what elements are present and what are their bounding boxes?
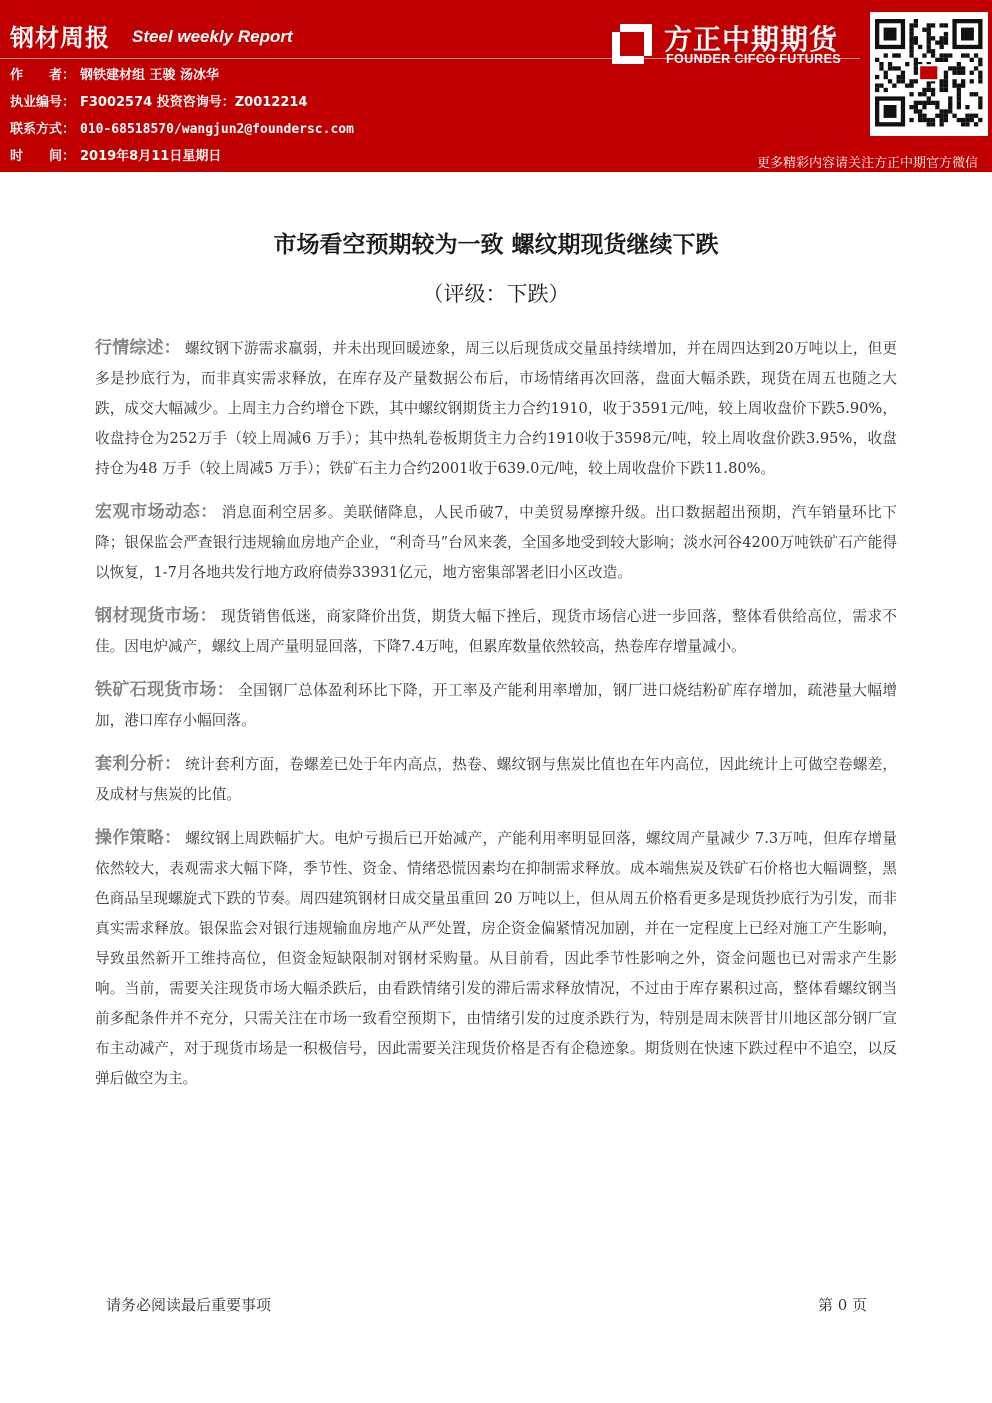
footer-notice: 请务必阅读最后重要事项 xyxy=(106,1296,272,1314)
date-line xyxy=(10,145,221,164)
report-rating: （评级：下跌） xyxy=(422,282,570,306)
report-header xyxy=(0,0,992,172)
section-steel-spot xyxy=(95,601,897,662)
logo-english-name: FOUNDER CIFCO FUTURES xyxy=(666,52,842,66)
section-text: 螺纹钢上周跌幅扩大。电炉亏损后已开始减产，产能利用率明显回落，螺纹周产量减少 7.3万吨，但库存增量依然较大，表观需求大幅下降，季节性、资金、情绪恐慌因素均在抑制需求释放。成本端焦炭及铁矿石价格也大幅调整，黑色商品呈现螺旋式下跌的节奏。周四建筑钢材日成交量虽重回 20 万吨以上，但从周五价格看更多是现货抄底行为引发，而非真实需求释放。银保监会对银行违规输血房地产从严处置，房企资金偏紧情况加剧，并在一定程度上已经对施工产生影响，导致虽然新开工维持高位，但资金短缺限制对钢材采购量。从目前看，因此季节性影响之外，资金问题也已对需求产生影响。当前，需要关注现货市场大幅杀跌后，由看跌情绪引发的滞后需求释放情况，不过由于库存累积过高，整体看螺纹钢当前多配条件并不充分，只需关注在市场一致看空预期下，由情绪引发的过度杀跌行为，特别是周末陕晋甘川地区部分钢厂宣布主动减产，对于现货市场是一积极信号，因此需要关注现货价格是否有企稳迹象。期货则在快速下跌过程中不追空，以反弹后做空为主。 xyxy=(95,830,898,1087)
section-text: 全国钢厂总体盈利环比下降，开工率及产能利用率增加，钢厂进口烧结粉矿库存增加，疏港量大幅增加，港口库存小幅回落。 xyxy=(95,682,897,729)
section-heading: 行情综述： xyxy=(95,338,181,358)
contact-value[interactable]: 010-68518570/wangjun2@foundersc.com xyxy=(80,122,354,137)
section-arbitrage xyxy=(95,749,897,810)
company-logo xyxy=(610,20,865,68)
contact-line xyxy=(10,118,354,137)
date-label: 时 间： xyxy=(10,149,76,164)
report-subtitle: Steel weekly Report xyxy=(132,27,293,46)
section-text: 统计套利方面，卷螺差已处于年内高点，热卷、螺纹钢与焦炭比值也在年内高位，因此统计上可做空卷螺差，及成材与焦炭的比值。 xyxy=(95,756,897,803)
qr-code-icon xyxy=(870,12,988,136)
section-heading: 套利分析： xyxy=(95,754,182,774)
logo-mark-icon xyxy=(610,22,654,66)
author-label: 作 者： xyxy=(10,68,76,83)
report-title: 市场看空预期较为一致 螺纹期现货继续下跌 xyxy=(273,232,719,258)
author-line xyxy=(10,64,219,83)
section-heading: 钢材现货市场： xyxy=(95,606,218,626)
wechat-follow-note: 更多精彩内容请关注方正中期官方微信 xyxy=(756,156,978,171)
contact-label: 联系方式： xyxy=(10,122,76,137)
date-value: 2019年8月11日星期日 xyxy=(80,149,222,164)
logo-chinese-name: 方正中期期货 xyxy=(664,23,839,56)
section-text: 消息面利空居多。美联储降息，人民币破7，中美贸易摩擦升级。出口数据超出预期，汽车销量环比下降；银保监会严查银行违规输血房地产企业，“利奇马”台风来袭，全国多地受到较大影响；淡水河谷4200万吨铁矿石产能得以恢复，1-7月各地共发行地方政府债券33931亿元，地方密集部署老旧小区改造。 xyxy=(95,504,898,581)
section-heading: 铁矿石现货市场： xyxy=(95,680,235,700)
qr-code xyxy=(870,12,988,136)
license-line xyxy=(10,91,307,110)
page-number: 第 0 页 xyxy=(818,1296,868,1314)
section-text: 螺纹钢下游需求羸弱，并未出现回暖迹象，周三以后现货成交量虽持续增加，并在周四达到20万吨以上，但更多是抄底行为，而非真实需求释放，在库存及产量数据公布后，市场情绪再次回落，盘面大幅杀跌，现货在周五也随之大跌，成交大幅减少。上周主力合约增仓下跌，其中螺纹钢期货主力合约1910，收于3591元/吨，较上周收盘价下跌5.90%，收盘持仓为252万手（较上周减6 万手）；其中热轧卷板期货主力合约1910收于3598元/吨，较上周收盘价跌3.95%，收盘持仓为48 万手（较上周减5 万手）；铁矿石主力合约2001收于639.0元/吨，较上周收盘价下跌11.80%。 xyxy=(95,340,898,477)
section-strategy xyxy=(95,823,897,1094)
license-value: F3002574 投资咨询号：Z0012214 xyxy=(80,95,308,110)
license-label: 执业编号： xyxy=(10,95,76,110)
report-name: 钢材周报 xyxy=(10,24,110,52)
report-body xyxy=(95,333,897,1107)
section-market-overview xyxy=(95,333,897,484)
author-value: 钢铁建材组 王骏 汤冰华 xyxy=(80,68,220,83)
section-heading: 宏观市场动态： xyxy=(95,502,218,522)
section-macro-dynamics xyxy=(95,497,897,588)
section-text: 现货销售低迷，商家降价出货，期货大幅下挫后，现货市场信心进一步回落，整体看供给高位，需求不佳。因电炉减产，螺纹上周产量明显回落，下降7.4万吨，但累库数量依然较高，热卷库存增量减小。 xyxy=(95,608,897,655)
section-iron-ore-spot xyxy=(95,675,897,736)
section-heading: 操作策略： xyxy=(95,828,182,848)
